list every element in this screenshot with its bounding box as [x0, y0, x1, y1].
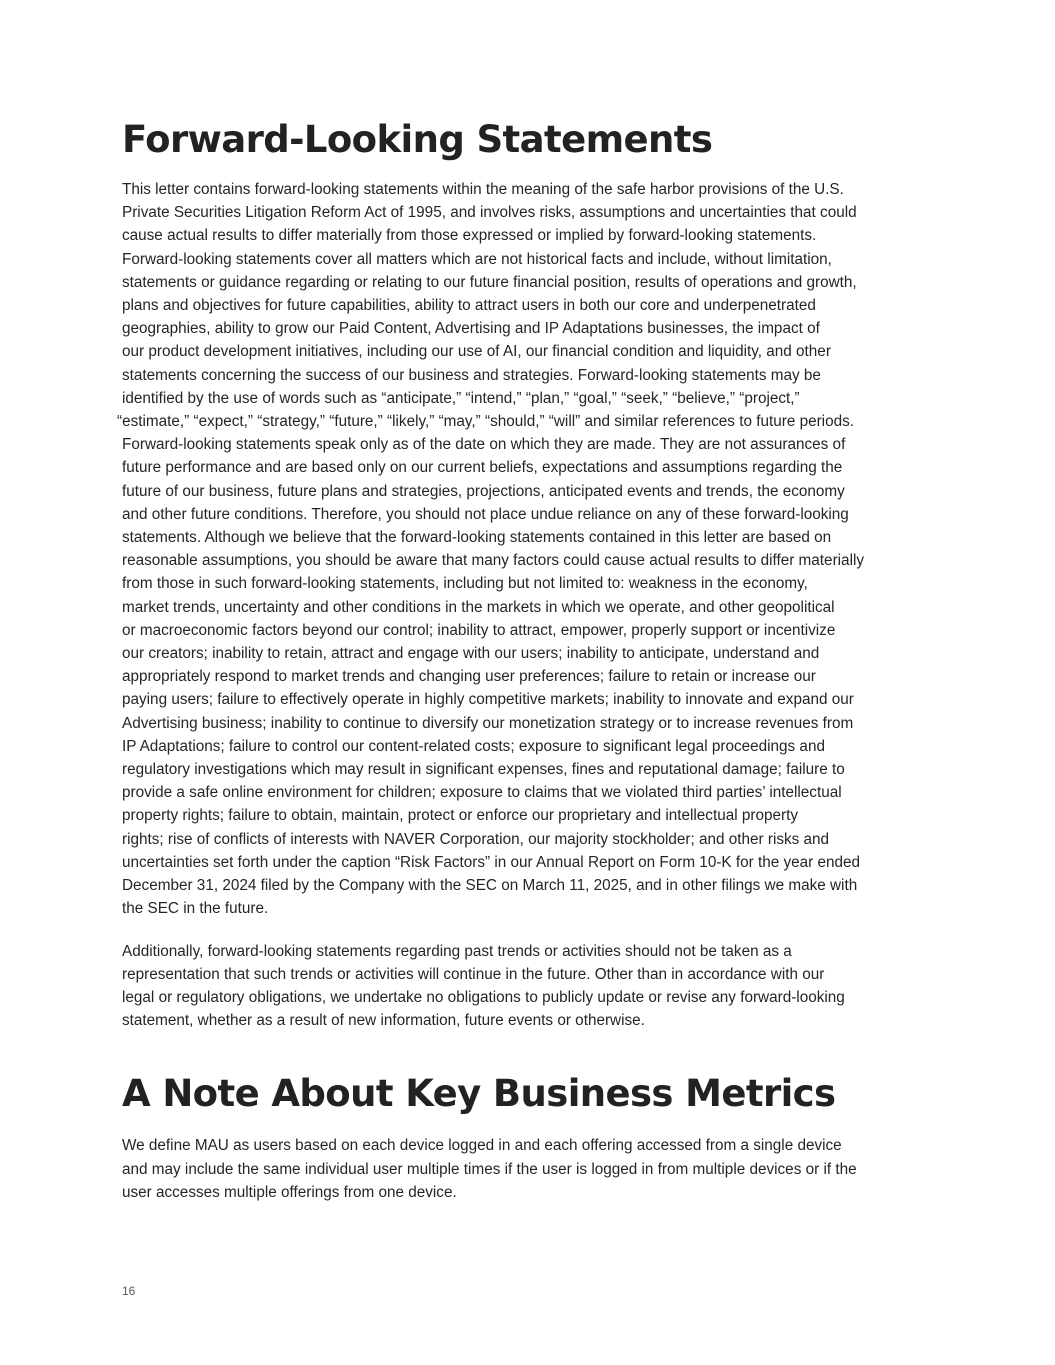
page-number: 16 — [122, 1284, 136, 1298]
text-line: appropriately respond to market trends and changing user preferences; failure to retain or increase our — [122, 668, 816, 686]
section-title-key-metrics: A Note About Key Business Metrics — [122, 1072, 836, 1116]
text-line: or macroeconomic factors beyond our control; inability to attract, empower, properly support or incentivize — [122, 621, 836, 639]
text-line: paying users; failure to effectively operate in highly competitive markets; inability to innovate and expand our — [122, 691, 854, 709]
text-line: reasonable assumptions, you should be aware that many factors could cause actual results to differ materially — [122, 552, 865, 570]
text-line: statement, whether as a result of new information, future events or otherwise. — [122, 1012, 645, 1030]
text-line: market trends, uncertainty and other conditions in the markets in which we operate, and other geopolitical — [122, 598, 835, 616]
text-line: Private Securities Litigation Reform Act of 1995, and involves risks, assumptions and uncertainties that could — [122, 204, 857, 222]
text-line: geographies, ability to grow our Paid Content, Advertising and IP Adaptations businesses, the impact of — [122, 320, 820, 338]
text-line: Additionally, forward-looking statements regarding past trends or activities should not be taken as a — [122, 942, 792, 960]
text-line: plans and objectives for future capabilities, ability to attract users in both our core and underpenetrated — [122, 297, 816, 315]
text-line: regulatory investigations which may result in significant expenses, fines and reputational damage; failure to — [122, 761, 845, 779]
text-line: uncertainties set forth under the caption “Risk Factors” in our Annual Report on Form 10-K for the year ended — [122, 853, 861, 871]
forward-looking-paragraph-2 — [122, 940, 934, 1033]
text-line: statements. Although we believe that the forward-looking statements contained in this letter are based on — [122, 529, 832, 547]
text-line: identified by the use of words such as “anticipate,” “intend,” “plan,” “goal,” “seek,” “believe,” “project,” — [122, 389, 800, 407]
text-line: December 31, 2024 filed by the Company with the SEC on March 11, 2025, and in other filings we make with — [122, 877, 858, 895]
text-line: This letter contains forward-looking statements within the meaning of the safe harbor provisions of the U.S. — [122, 181, 844, 198]
text-line: statements concerning the success of our business and strategies. Forward-looking statements may be — [122, 366, 821, 384]
text-line: our creators; inability to retain, attract and engage with our users; inability to anticipate, understand and — [122, 645, 820, 663]
text-line: the SEC in the future. — [122, 900, 269, 918]
text-line: representation that such trends or activities will continue in the future. Other than in accordance with our — [122, 965, 825, 983]
text-line: and other future conditions. Therefore, you should not place undue reliance on any of these forward-looking — [122, 505, 849, 523]
text-line: future of our business, future plans and strategies, projections, anticipated events and trends, the economy — [122, 482, 845, 500]
text-line: Forward-looking statements speak only as of the date on which they are made. They are not assurances of — [122, 436, 846, 454]
text-line: “estimate,” “expect,” “strategy,” “future,” “likely,” “may,” “should,” “will” and similar references to future periods. — [117, 413, 854, 431]
text-line: future performance and are based only on our current beliefs, expectations and assumptions regarding the — [122, 459, 843, 477]
text-line: rights; rise of conflicts of interests with NAVER Corporation, our majority stockholder; and other risks and — [122, 830, 830, 848]
text-line: from those in such forward-looking statements, including but not limited to: weakness in the economy, — [122, 575, 808, 593]
key-metrics-paragraph — [122, 1134, 934, 1204]
forward-looking-paragraph-1 — [117, 178, 934, 921]
text-line: Forward-looking statements cover all matters which are not historical facts and include, without limitation, — [122, 250, 832, 268]
section-title-forward-looking: Forward-Looking Statements — [122, 118, 713, 161]
paragraph-spacer — [122, 921, 934, 940]
text-line: user accesses multiple offerings from one device. — [122, 1183, 457, 1201]
text-line: our product development initiatives, including our use of AI, our financial condition and liquidity, and other — [122, 343, 831, 361]
text-line: property rights; failure to obtain, maintain, protect or enforce our proprietary and intellectual property — [122, 807, 798, 825]
text-line: provide a safe online environment for children; exposure to claims that we violated third parties’ intellectual — [122, 784, 842, 802]
text-line: Advertising business; inability to continue to diversify our monetization strategy or to increase revenues from — [122, 714, 854, 732]
document-page — [117, 112, 934, 1204]
text-line: and may include the same individual user multiple times if the user is logged in from multiple devices or if the — [122, 1160, 857, 1178]
text-line: We define MAU as users based on each device logged in and each offering accessed from a single device — [122, 1137, 842, 1155]
text-line: IP Adaptations; failure to control our content-related costs; exposure to significant legal proceedings and — [122, 737, 825, 755]
text-line: statements or guidance regarding or relating to our future financial position, results of operations and growth, — [122, 273, 857, 291]
text-line: cause actual results to differ materially from those expressed or implied by forward-looking statements. — [122, 227, 817, 245]
text-line: legal or regulatory obligations, we undertake no obligations to publicly update or revise any forward-looking — [122, 988, 845, 1006]
